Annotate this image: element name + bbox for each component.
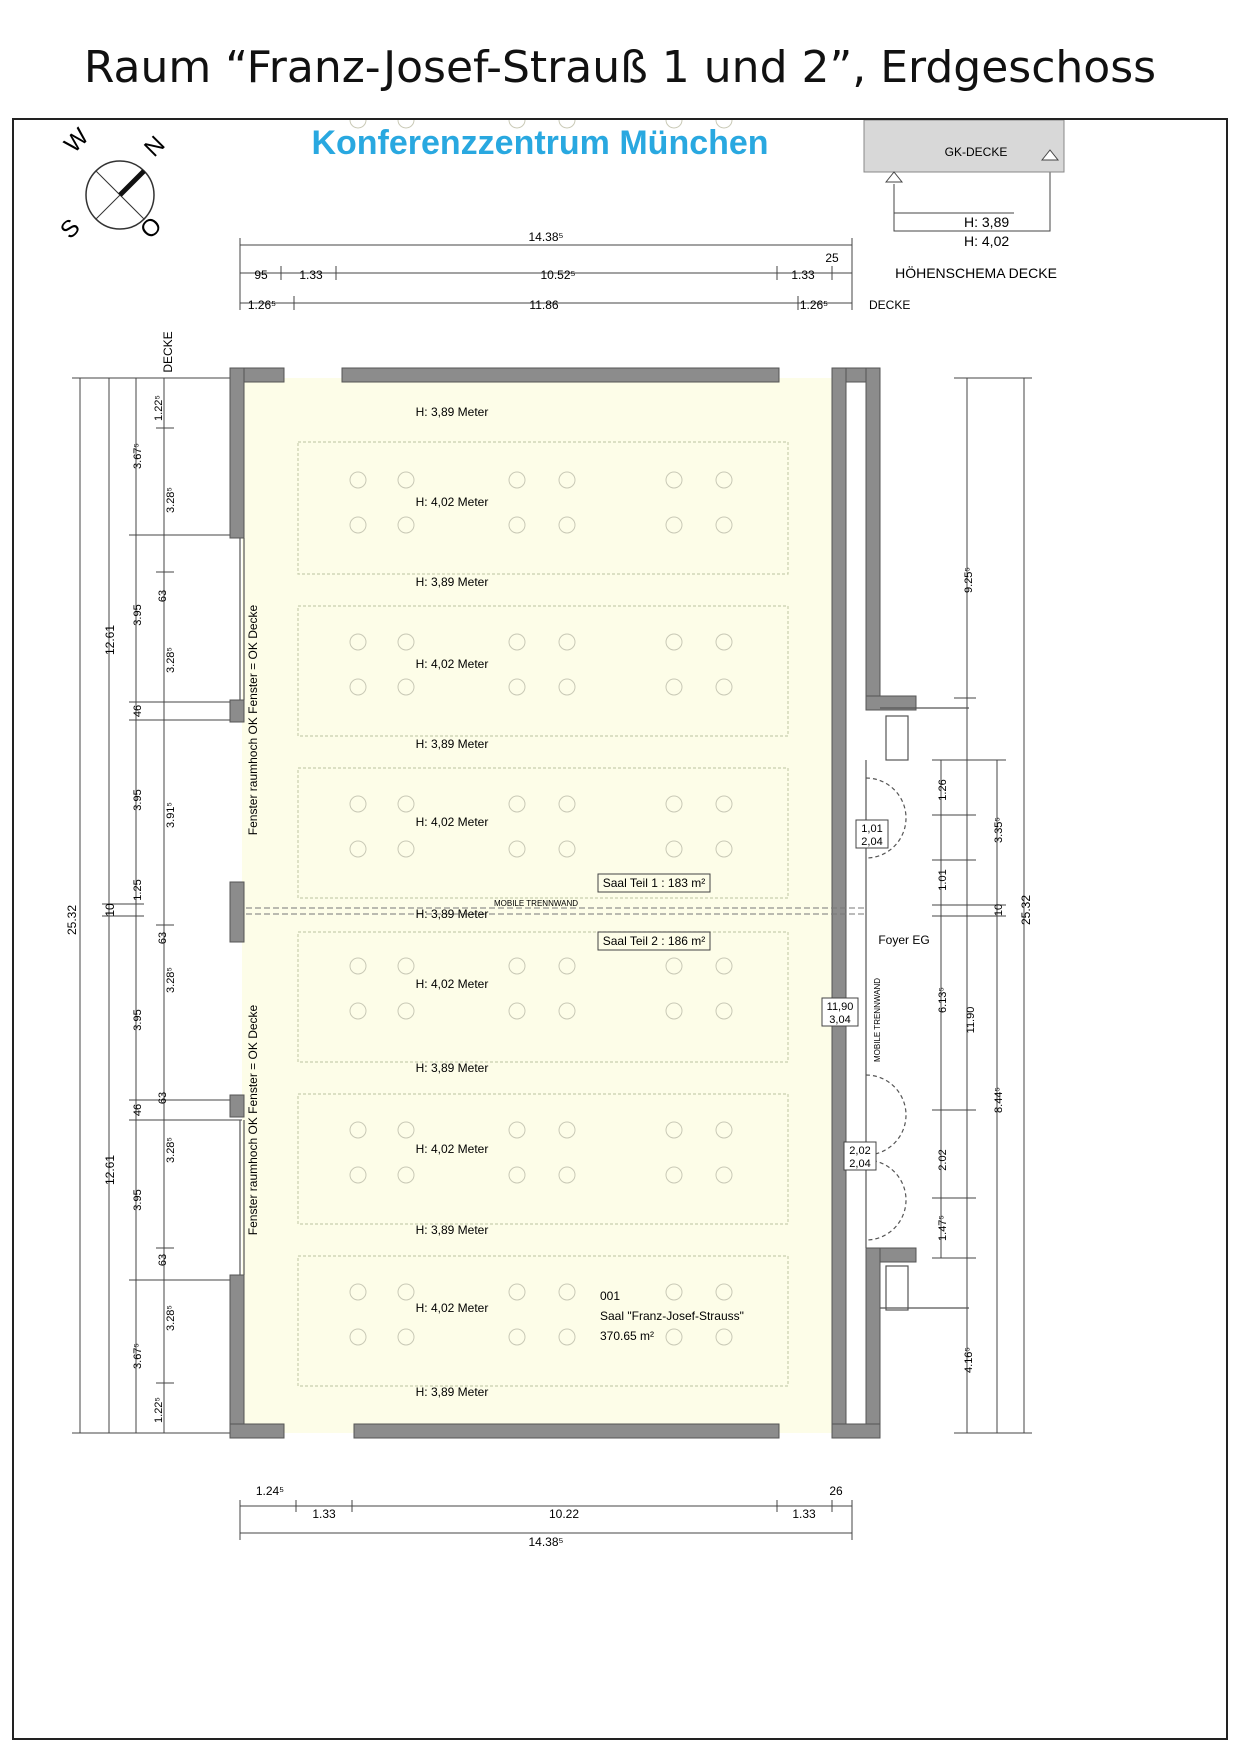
dim-left-half: 12.61: [103, 624, 117, 656]
dim-left-inner: 3.28⁵: [165, 1137, 177, 1163]
dim-top: 25: [825, 251, 839, 265]
compass-o: O: [135, 211, 168, 245]
part1-label: Saal Teil 1 : 183 m²: [602, 876, 706, 890]
dim-right-inner: 11.90: [965, 1006, 977, 1034]
dim-left-inner: 63: [157, 1253, 169, 1267]
schema-caption: HÖHENSCHEMA DECKE: [895, 265, 1057, 281]
dim-top: 1.33: [791, 268, 815, 282]
dim-bottom: 10.22: [548, 1507, 580, 1521]
ceiling-label: H: 3,89 Meter: [415, 1061, 489, 1075]
window-note: Fenster raumhoch OK Fenster = OK Decke: [246, 1004, 260, 1236]
dim-bottom: 26: [829, 1484, 843, 1498]
dim-right-inner: 2.02: [937, 1149, 949, 1171]
door-tag: 3,04: [829, 1014, 851, 1026]
page-title: Raum “Franz-Josef-Strauß 1 und 2”, Erdgeschoss: [83, 42, 1157, 93]
decke-label: DECKE: [869, 298, 911, 312]
part2-label: Saal Teil 2 : 186 m²: [602, 934, 706, 948]
dim-left-mid: 46: [132, 704, 144, 718]
dim-top: 1.33: [299, 268, 323, 282]
door-tag: 2,04: [861, 836, 883, 848]
ceiling-label: H: 4,02 Meter: [415, 657, 489, 671]
ceiling-label: H: 4,02 Meter: [415, 977, 489, 991]
room-number: 001: [600, 1289, 621, 1303]
dim-right-mid: 4.16⁵: [963, 1347, 975, 1373]
dim-top: 10.52⁵: [540, 268, 576, 282]
dim-bottom: 1.24⁵: [255, 1484, 285, 1498]
dim-left-inner: 1.22⁵: [153, 1397, 165, 1423]
dim-decke: 1.26⁵: [247, 298, 277, 312]
dim-left-total: 25.32: [65, 904, 79, 936]
ceiling-label: H: 4,02 Meter: [415, 495, 489, 509]
door-tag: 11,90: [826, 1001, 854, 1013]
dim-left-mid: 63: [157, 931, 169, 945]
floor-plan-sheet: [12, 118, 1228, 1740]
foyer-label: Foyer EG: [878, 933, 930, 947]
dim-left-half: 12.61: [103, 1154, 117, 1186]
dim-left-inner: 3.91⁵: [165, 802, 177, 828]
dim-right-mid: 3.35⁵: [993, 817, 1005, 843]
dim-decke: 1.26⁵: [799, 298, 829, 312]
ceiling-label: H: 3,89 Meter: [415, 907, 489, 921]
dim-left-inner: 3.28⁵: [165, 1305, 177, 1331]
compass-n: N: [139, 130, 171, 163]
dim-right-inner: 1.26: [937, 779, 949, 801]
dim-top-overall: 14.38⁵: [528, 230, 564, 244]
ceiling-label: H: 3,89 Meter: [415, 1385, 489, 1399]
dim-left-half: 10: [103, 903, 117, 917]
brand-logo: Konferenzzentrum München: [311, 124, 769, 162]
schema-height-2: H: 4,02: [964, 233, 1010, 249]
dim-decke: 11.86: [529, 298, 559, 312]
door-tag: 1,01: [861, 823, 883, 835]
dim-top: 95: [254, 268, 268, 282]
ceiling-label: H: 4,02 Meter: [415, 815, 489, 829]
dim-right-mid: 9.25⁵: [963, 567, 975, 593]
dim-right-inner: 6.13⁵: [937, 987, 949, 1013]
divider-label: MOBILE TRENNWAND: [493, 899, 579, 908]
schema-height-1: H: 3,89: [964, 214, 1010, 230]
door-tag: 2,04: [849, 1158, 871, 1170]
dim-right-mid: 8.44⁵: [993, 1087, 1005, 1113]
room-name: Saal "Franz-Josef-Strauss": [600, 1309, 744, 1323]
dim-left-mid: 3.67⁵: [132, 1343, 144, 1369]
door-tag: 2,02: [849, 1145, 871, 1157]
dim-right-inner: 1.01: [937, 869, 949, 891]
ceiling-label: H: 3,89 Meter: [415, 737, 489, 751]
dim-left-mid: 3.95: [132, 789, 144, 811]
dim-right-inner: 1.47⁵: [937, 1215, 949, 1241]
dim-left-mid: 3.67⁵: [132, 443, 144, 469]
dim-left-inner: 3.28⁵: [165, 647, 177, 673]
ceiling-label: H: 3,89 Meter: [415, 575, 489, 589]
floor-plan: [14, 120, 1226, 1738]
dim-bottom-overall: 14.38⁵: [528, 1535, 564, 1549]
dim-left-inner: 63: [157, 589, 169, 603]
window-note: Fenster raumhoch OK Fenster = OK Decke: [246, 604, 260, 836]
dim-left-mid: 3.95: [132, 1189, 144, 1211]
dim-bottom: 1.33: [792, 1507, 816, 1521]
dim-left-inner: 3.28⁵: [165, 967, 177, 993]
dim-left-mid: 1.25: [132, 879, 144, 901]
ceiling-label: H: 3,89 Meter: [415, 1223, 489, 1237]
ceiling-label: H: 4,02 Meter: [415, 1142, 489, 1156]
compass-w: W: [59, 123, 95, 159]
schema-label: GK-DECKE: [944, 145, 1008, 159]
dim-left-mid: 46: [132, 1103, 144, 1117]
ceiling-label: H: 3,89 Meter: [415, 405, 489, 419]
foyer-divider-label: MOBILE TRENNWAND: [873, 977, 882, 1063]
dim-right-mid: 10: [993, 903, 1005, 917]
dim-left-inner: 63: [157, 1091, 169, 1105]
dim-left-mid: 3.95: [132, 604, 144, 626]
dim-left-mid: 3.95: [132, 1009, 144, 1031]
left-decke-label: DECKE: [161, 331, 175, 373]
dim-left-inner: 1.22⁵: [153, 395, 165, 421]
dim-bottom: 1.33: [312, 1507, 336, 1521]
compass-s: S: [55, 213, 86, 245]
dim-left-inner: 3.28⁵: [165, 487, 177, 513]
dim-right-total: 25.32: [1019, 894, 1033, 926]
ceiling-label: H: 4,02 Meter: [415, 1301, 489, 1315]
room-area: 370.65 m²: [600, 1329, 655, 1343]
